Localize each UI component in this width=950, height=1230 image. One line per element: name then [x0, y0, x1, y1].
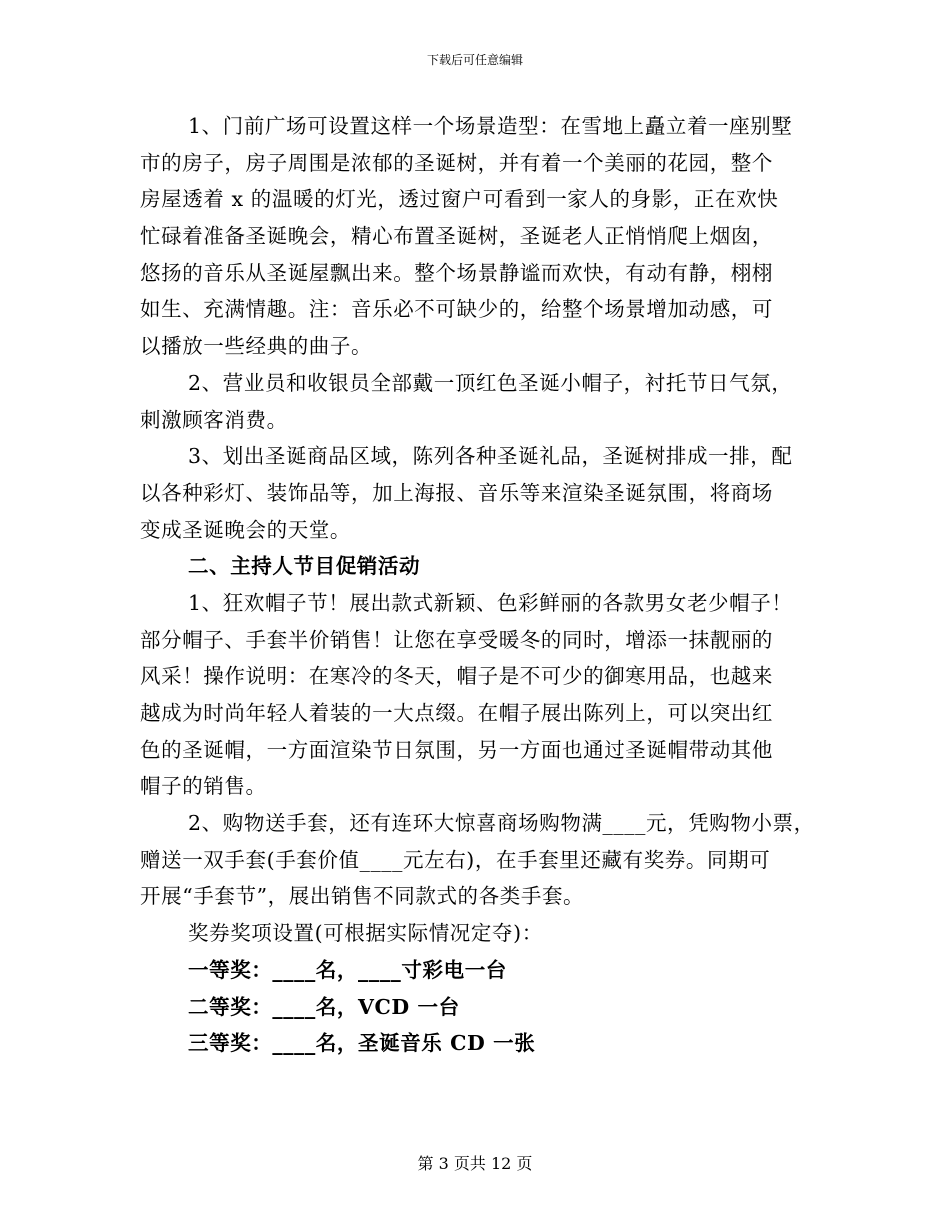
paragraph-line: 以播放一些经典的曲子。	[140, 334, 373, 359]
paragraph-line: 房屋透着 x 的温暖的灯光，透过窗户可看到一家人的身影，正在欢快	[140, 187, 779, 212]
paragraph-line: 帽子的销售。	[140, 774, 267, 799]
paragraph-line: 2、营业员和收银员全部戴一顶红色圣诞小帽子，衬托节日气氛，	[188, 370, 793, 395]
paragraph-line: 风采！操作说明：在寒冷的冬天，帽子是不可少的御寒用品，也越来	[140, 664, 773, 689]
page-number: 第 3 页共 12 页	[417, 1154, 533, 1173]
prize-second: 二等奖：____名，VCD 一台	[188, 994, 460, 1019]
paragraph-line: 色的圣诞帽，一方面渲染节日氛围，另一方面也通过圣诞帽带动其他	[140, 737, 773, 762]
paragraph-line: 2、购物送手套，还有连环大惊喜商场购物满____元，凭购物小票，	[188, 811, 815, 836]
page-header: 下载后可任意编辑	[426, 53, 523, 67]
paragraph-line: 如生、充满情趣。注：音乐必不可缺少的，给整个场景增加动感，可	[140, 297, 773, 322]
prize-first: 一等奖：____名，____寸彩电一台	[188, 957, 507, 982]
paragraph-line: 变成圣诞晚会的天堂。	[140, 517, 351, 542]
section-heading: 二、主持人节目促销活动	[188, 554, 421, 579]
paragraph-line: 越成为时尚年轻人着装的一大点缀。在帽子展出陈列上，可以突出红	[140, 701, 773, 725]
paragraph-line: 悠扬的音乐从圣诞屋飘出来。整个场景静谧而欢快，有动有静，栩栩	[140, 260, 773, 285]
paragraph-line: 部分帽子、手套半价销售！让您在享受暖冬的同时，增添一抹靓丽的	[140, 627, 773, 652]
paragraph-line: 奖券奖项设置(可根据实际情况定夺)：	[188, 921, 543, 946]
paragraph-line: 赠送一双手套(手套价值____元左右)，在手套里还藏有奖券。同期可	[140, 847, 771, 872]
paragraph-line: 1、狂欢帽子节！展出款式新颖、色彩鲜丽的各款男女老少帽子！	[188, 590, 793, 615]
paragraph-line: 市的房子，房子周围是浓郁的圣诞树，并有着一个美丽的花园，整个	[140, 150, 773, 175]
paragraph-line: 刺激顾客消费。	[140, 407, 288, 432]
paragraph-line: 开展“手套节”，展出销售不同款式的各类手套。	[140, 884, 585, 909]
paragraph-line: 忙碌着准备圣诞晚会，精心布置圣诞树，圣诞老人正悄悄爬上烟囱，	[140, 224, 773, 249]
prize-third: 三等奖：____名，圣诞音乐 CD 一张	[188, 1031, 536, 1056]
document-body	[140, 108, 815, 1062]
paragraph-line: 3、划出圣诞商品区域，陈列各种圣诞礼品，圣诞树排成一排，配	[188, 444, 793, 469]
paragraph-line: 以各种彩灯、装饰品等，加上海报、音乐等来渲染圣诞氛围，将商场	[140, 480, 773, 505]
paragraph-line: 1、门前广场可设置这样一个场景造型：在雪地上矗立着一座别墅	[188, 114, 793, 138]
